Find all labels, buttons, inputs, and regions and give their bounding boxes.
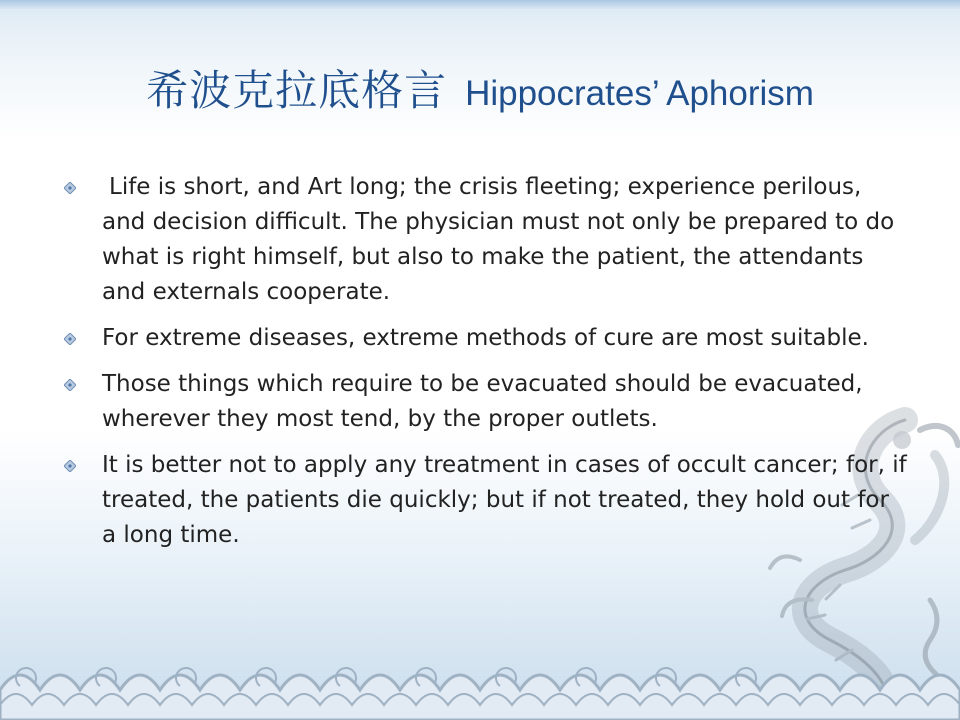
bullet-text: Those things which require to be evacuated should be evacuated, wherever they most tend, by the proper outlets. [102, 371, 863, 432]
bullet-item [60, 367, 910, 437]
diamond-bullet-icon [64, 460, 76, 472]
bullet-list [60, 170, 910, 564]
diamond-bullet-icon [64, 182, 76, 194]
bullet-item [60, 448, 910, 553]
bullet-item [60, 321, 910, 356]
bullet-text: Life is short, and Art long; the crisis fleeting; experience perilous, and decision difficult. The physician must not only be prepared to do what is right himself, but also to make the patient, the attendants and externals cooperate. [102, 174, 895, 305]
bullet-item [60, 170, 910, 310]
top-band [0, 0, 960, 9]
diamond-bullet-icon [64, 379, 76, 391]
bullet-text: It is better not to apply any treatment in cases of occult cancer; for, if treated, the patients die quickly; but if not treated, they hold out for a long time. [102, 452, 907, 548]
slide-title [0, 58, 960, 118]
diamond-bullet-icon [64, 333, 76, 345]
wave-decoration-icon [0, 668, 960, 720]
bullet-text: For extreme diseases, extreme methods of cure are most suitable. [102, 325, 869, 351]
title-english: Hippocrates’ Aphorism [465, 74, 814, 113]
title-chinese: 希波克拉底格言 [146, 66, 448, 115]
